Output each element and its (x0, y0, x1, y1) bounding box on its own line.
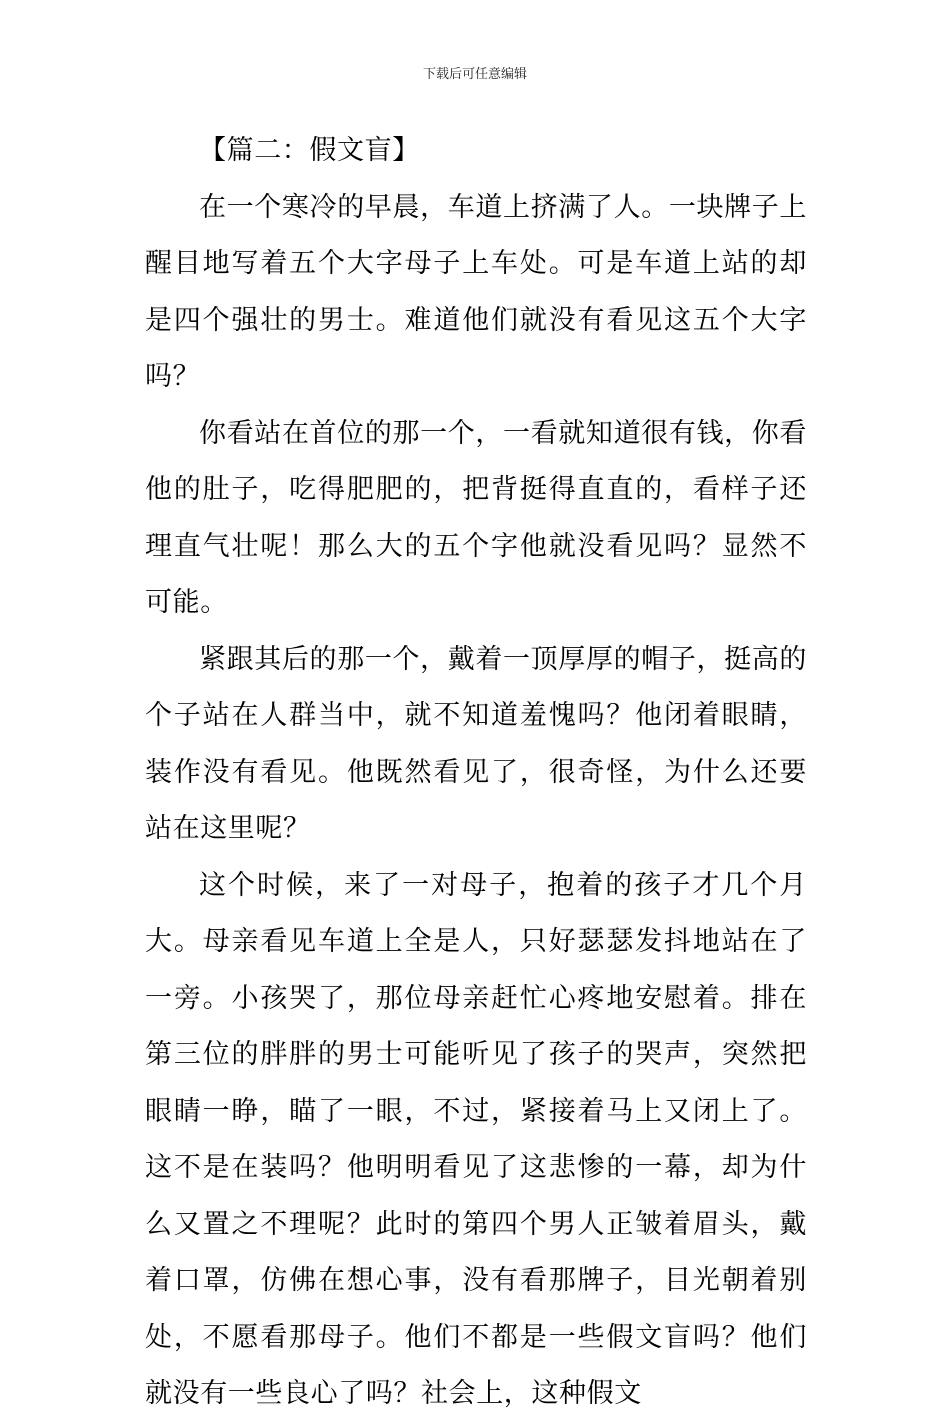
section-heading: 【篇二：假文盲】 (199, 135, 420, 166)
paragraph: 这个时候，来了一对母子，抱着的孩子才几个月大。母亲看见车道上全是人，只好瑟瑟发抖地站在了一旁。小孩哭了，那位母亲赶忙心疼地安慰着。排在第三位的胖胖的男士可能听见了孩子的哭声，突然把眼睛一睁，瞄了一眼，不过，紧接着马上又闭上了。这不是在装吗？他明明看见了这悲惨的一幕，却为什么又置之不理呢？此时的第四个男人正皱着眉头，戴着口罩，仿佛在想心事，没有看那牌子，目光朝着别处，不愿看那母子。他们不都是一些假文盲吗？他们就没有一些良心了吗？社会上，这种假文 (145, 869, 807, 1409)
paragraph: 紧跟其后的那一个，戴着一顶厚厚的帽子，挺高的个子站在人群当中，就不知道羞愧吗？他闭着眼睛，装作没有看见。他既然看见了，很奇怪，为什么还要站在这里呢？ (145, 643, 807, 844)
document-body (145, 123, 807, 1423)
paragraph: 在一个寒冷的早晨，车道上挤满了人。一块牌子上醒目地写着五个大字母子上车处。可是车道上站的却是四个强壮的男士。难道他们就没有看见这五个大字吗？ (145, 191, 807, 392)
download-note: 下载后可任意编辑 (422, 67, 527, 82)
paragraph: 你看站在首位的那一个，一看就知道很有钱，你看他的肚子，吃得肥肥的，把背挺得直直的，看样子还理直气壮呢！那么大的五个字他就没看见吗？显然不可能。 (145, 417, 807, 618)
